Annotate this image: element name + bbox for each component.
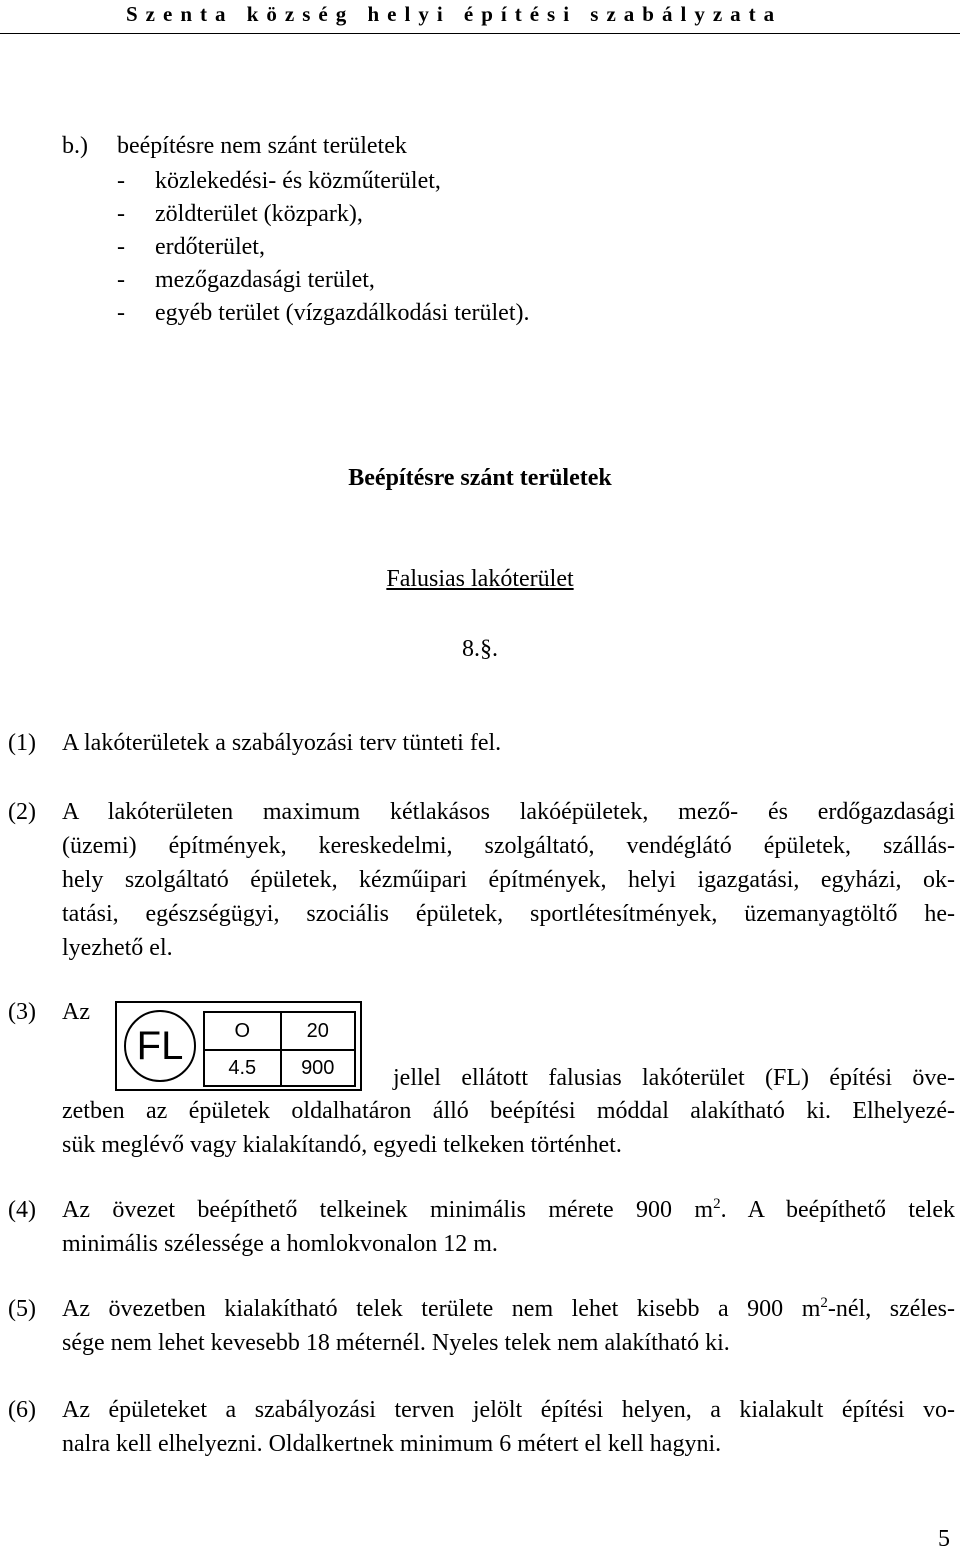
para-4-line-1 bbox=[62, 1193, 955, 1227]
list-item: mezőgazdasági terület, bbox=[155, 267, 375, 293]
para-3-line: sük meglévő vagy kialakítandó, egyedi telkeken történhet. bbox=[62, 1132, 622, 1158]
para-2-line: hely szolgáltató épületek, kézműipari építmények, helyi igazgatási, egyházi, ok- bbox=[62, 867, 955, 893]
para-2-line: tatási, egészségügyi, szociális épületek, sportlétesítmények, üzemanyagtöltő he- bbox=[62, 901, 955, 927]
section-heading: Beépítésre szánt területek bbox=[348, 465, 612, 491]
list-item: zöldterület (közpark), bbox=[155, 201, 363, 227]
zone-param-building-mode: O bbox=[234, 1019, 251, 1042]
document-header-title: Szenta község helyi építési szabályzata bbox=[126, 2, 783, 26]
zone-parameter-grid bbox=[203, 1011, 356, 1087]
para-6-line: nalra kell elhelyezni. Oldalkertnek minimum 6 métert el kell hagyni. bbox=[62, 1431, 722, 1457]
superscript: 2 bbox=[713, 1196, 721, 1212]
para-5-line-1 bbox=[62, 1292, 955, 1326]
para-4-text-a: Az övezet beépíthető telkeinek minimális mérete 900 m bbox=[62, 1197, 714, 1223]
zone-code-circle: FL bbox=[124, 1010, 196, 1082]
para-6-line: Az épületeket a szabályozási terven jelölt építési helyen, a kialakult építési vo- bbox=[62, 1397, 955, 1423]
list-item-dash: - bbox=[117, 168, 125, 194]
section-b-intro: beépítésre nem szánt területek bbox=[117, 133, 407, 159]
para-3-number: (3) bbox=[8, 999, 36, 1025]
zone-param-height: 4.5 bbox=[205, 1049, 280, 1085]
list-item-dash: - bbox=[117, 234, 125, 260]
para-5-number: (5) bbox=[8, 1296, 36, 1322]
para-4-line-2: minimális szélessége a homlokvonalon 12 m. bbox=[62, 1231, 498, 1257]
para-2-line: (üzemi) építmények, kereskedelmi, szolgáltató, vendéglátó épületek, szállás- bbox=[62, 833, 955, 859]
section-subheading: Falusias lakóterület bbox=[386, 566, 574, 592]
zone-param-min-lot: 900 bbox=[280, 1049, 355, 1085]
header-divider bbox=[0, 33, 960, 34]
zone-param-coverage: 20 bbox=[280, 1013, 355, 1049]
list-item: erdőterület, bbox=[155, 234, 265, 260]
section-number: 8.§. bbox=[462, 636, 498, 662]
para-3-lead: Az bbox=[62, 999, 90, 1025]
para-6-number: (6) bbox=[8, 1397, 36, 1423]
para-1-number: (1) bbox=[8, 730, 36, 756]
para-5-text-b: -nél, széles- bbox=[827, 1296, 956, 1322]
para-4-number: (4) bbox=[8, 1197, 36, 1223]
para-2-number: (2) bbox=[8, 799, 36, 825]
zone-symbol bbox=[115, 1001, 362, 1091]
page-number: 5 bbox=[938, 1526, 950, 1552]
list-item: közlekedési- és közműterület, bbox=[155, 168, 441, 194]
para-3-after-symbol: jellel ellátott falusias lakóterület (FL) építési öve- bbox=[393, 1065, 955, 1091]
list-item-dash: - bbox=[117, 201, 125, 227]
para-2-line: A lakóterületen maximum kétlakásos lakóépületek, mező- és erdőgazdasági bbox=[62, 799, 955, 825]
para-2-line: lyezhető el. bbox=[62, 935, 173, 961]
list-item-dash: - bbox=[117, 300, 125, 326]
list-item: egyéb terület (vízgazdálkodási terület). bbox=[155, 300, 530, 326]
para-5-text-a: Az övezetben kialakítható telek területe nem lehet kisebb a 900 m bbox=[62, 1296, 821, 1322]
para-3-line: zetben az épületek oldalhatáron álló beépítési móddal alakítható ki. Elhelyezé- bbox=[62, 1098, 955, 1124]
superscript: 2 bbox=[820, 1295, 828, 1311]
para-4-text-b: . A beépíthető telek bbox=[720, 1197, 955, 1223]
para-1-text: A lakóterületek a szabályozási terv tünteti fel. bbox=[62, 730, 502, 756]
list-item-dash: - bbox=[117, 267, 125, 293]
section-b-label: b.) bbox=[62, 133, 88, 159]
para-5-line-2: sége nem lehet kevesebb 18 méternél. Nyeles telek nem alakítható ki. bbox=[62, 1330, 730, 1356]
